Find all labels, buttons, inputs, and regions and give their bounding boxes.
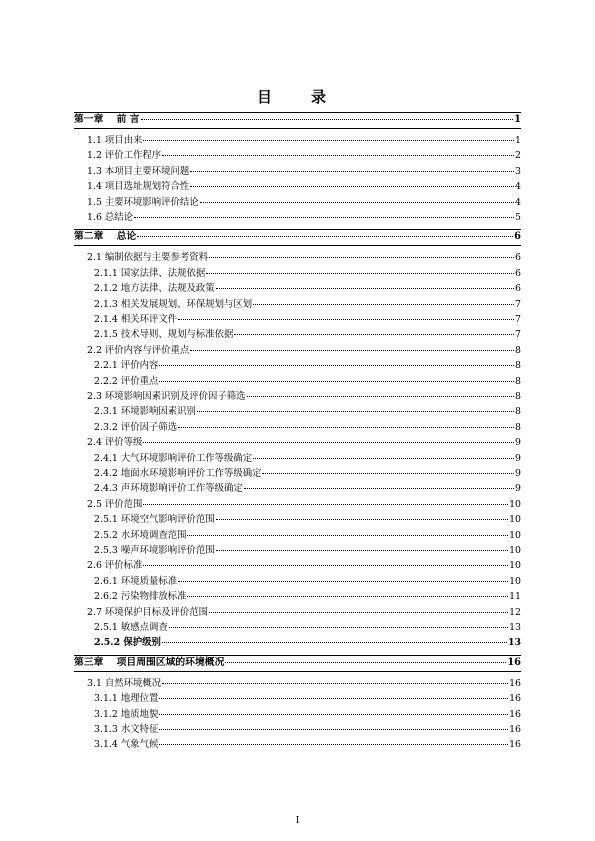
toc-entry-label: 2.2.1 评价内容 (94, 360, 159, 372)
toc-entry[interactable] (94, 591, 521, 603)
dot-leader (143, 140, 514, 141)
dot-leader (143, 442, 514, 443)
toc-entry-label: 1.1 项目由来 (87, 135, 143, 146)
toc-entry-page: 6 (515, 283, 521, 295)
toc-entry-page: 9 (515, 452, 521, 464)
toc-entry-page: 6 (515, 252, 521, 264)
toc-entry-page: 10 (509, 545, 521, 556)
toc-entry-label: 2.4.1 大气环境影响评价工作等级确定 (94, 452, 253, 464)
toc-entry-label: 2.6.2 污染物排放标准 (94, 591, 187, 603)
chapter-rule (74, 655, 521, 656)
toc-entry[interactable] (87, 345, 521, 357)
toc-entry[interactable] (94, 329, 521, 341)
toc-entry-label: 2.3.1 环境影响因素识别 (94, 406, 196, 418)
toc-entry-page: 7 (515, 314, 521, 325)
dot-leader (134, 217, 514, 218)
toc-entry-label: 第二章 总论 (74, 231, 137, 243)
dot-leader (206, 273, 514, 274)
toc-entry[interactable] (94, 637, 521, 649)
toc-entry[interactable] (94, 514, 521, 526)
toc-entry-page: 4 (515, 181, 521, 193)
toc-entry-label: 2.3.2 评价因子筛选 (94, 421, 178, 433)
dot-leader (216, 519, 508, 520)
dot-leader (234, 334, 514, 335)
toc-entry-label: 2.6 评价标准 (87, 560, 143, 572)
toc-entry-label: 1.5 主要环境影响评价结论 (87, 196, 199, 208)
toc-entry-page: 5 (515, 212, 521, 223)
toc-entry-page: 13 (509, 622, 521, 633)
toc-entry-label: 3.1.1 地理位置 (94, 693, 159, 705)
toc-entry[interactable] (87, 150, 521, 162)
toc-entry-page: 9 (515, 483, 521, 495)
toc-entry[interactable] (87, 197, 521, 209)
toc-entry-label: 2.5.2 水环境调查范围 (94, 529, 187, 541)
toc-entry-page: 3 (515, 165, 521, 177)
toc-entry[interactable] (87, 135, 521, 147)
dot-leader (187, 535, 508, 536)
toc-entry-page: 9 (515, 468, 521, 479)
toc-entry[interactable] (94, 376, 521, 388)
dot-leader (209, 257, 514, 258)
toc-entry-page: 8 (515, 344, 521, 356)
dot-leader (187, 596, 508, 597)
chapter-rule (74, 245, 521, 246)
toc-entry-label: 2.4.2 地面水环境影响评价工作等级确定 (94, 468, 262, 479)
toc-entry-label: 1.3 本项目主要环境问题 (87, 165, 190, 177)
dot-leader (143, 504, 508, 505)
toc-entry-page: 16 (509, 708, 521, 720)
toc-entry-page: 16 (507, 656, 521, 668)
toc-entry-label: 2.1.1 国家法律、法规依据 (94, 267, 206, 279)
toc-entry-page: 16 (509, 739, 521, 751)
toc-entry[interactable] (94, 360, 521, 372)
dot-leader (262, 473, 514, 474)
toc-entry-page: 7 (515, 298, 521, 310)
dot-leader (178, 427, 514, 428)
toc-entry-page: 10 (509, 560, 521, 572)
toc-entry[interactable] (94, 622, 521, 634)
toc-chapter-entry[interactable] (74, 231, 521, 243)
dot-leader (190, 350, 514, 351)
dot-leader (253, 458, 514, 459)
chapter-rule (74, 112, 521, 113)
toc-entry-page: 10 (509, 514, 521, 526)
dot-leader (190, 171, 514, 172)
toc-entry[interactable] (87, 391, 521, 403)
toc-entry-page: 6 (514, 231, 521, 243)
toc-entry-page: 12 (509, 606, 521, 618)
toc-entry[interactable] (94, 422, 521, 434)
toc-entry-page: 11 (509, 591, 521, 603)
page-title: 目 录 (256, 88, 338, 106)
toc-chapter-entry[interactable] (74, 657, 521, 669)
toc-entry-page: 1 (515, 135, 521, 146)
toc-entry[interactable] (87, 166, 521, 178)
toc-entry-label: 第一章 前 言 (74, 114, 140, 125)
toc-entry-label: 3.1.4 气象气候 (94, 739, 159, 751)
toc-entry-label: 2.4.3 声环境影响评价工作等级确定 (94, 483, 243, 495)
dot-leader (159, 381, 514, 382)
toc-entry[interactable] (94, 283, 521, 295)
toc-entry[interactable] (94, 314, 521, 326)
toc-entry-label: 2.6.1 环境质量标准 (94, 575, 178, 587)
dot-leader (209, 612, 508, 613)
toc-entry-label: 3.1.3 水文特征 (94, 724, 159, 735)
toc-entry-page: 16 (509, 724, 521, 735)
toc-entry-label: 3.1.2 地质地貌 (94, 708, 159, 720)
dot-leader (253, 304, 514, 305)
toc-entry-page: 16 (509, 677, 521, 689)
toc-entry[interactable] (94, 268, 521, 280)
toc-entry-label: 3.1 自然环境概况 (87, 677, 162, 689)
toc-entry-page: 8 (515, 360, 521, 372)
toc-entry-label: 2.5.1 环境空气影响评价范围 (94, 514, 215, 526)
toc-entry-label: 2.5.1 敏感点调查 (94, 622, 168, 633)
toc-entry-page: 13 (507, 637, 521, 649)
dot-leader (162, 683, 508, 684)
toc-entry-label: 2.2 评价内容与评价重点 (87, 344, 190, 356)
toc-entry[interactable] (87, 437, 521, 449)
toc-entry[interactable] (94, 530, 521, 542)
toc-entry-label: 2.3 环境影响因素识别及评价因子筛选 (87, 391, 246, 402)
toc-entry-page: 8 (515, 391, 521, 402)
toc-entry-page: 8 (515, 406, 521, 418)
dot-leader (159, 365, 514, 366)
toc-entry-label: 2.2.2 评价重点 (94, 375, 159, 387)
toc-entry[interactable] (94, 468, 521, 480)
toc-entry[interactable] (87, 607, 521, 619)
dot-leader (141, 119, 514, 120)
toc-entry[interactable] (94, 406, 521, 418)
toc-entry-page: 9 (515, 437, 521, 449)
toc-entry-label: 2.5.3 噪声环境影响评价范围 (94, 545, 215, 556)
toc-entry-page: 16 (509, 693, 521, 705)
dot-leader (225, 662, 506, 663)
toc-entry[interactable] (94, 739, 521, 751)
chapter-rule (74, 671, 521, 672)
toc-entry-page: 10 (509, 529, 521, 541)
dot-leader (178, 581, 508, 582)
toc-entry[interactable] (94, 693, 521, 705)
dot-leader (143, 565, 508, 566)
toc-entry-page: 7 (515, 329, 521, 341)
dot-leader (159, 729, 508, 730)
dot-leader (162, 155, 514, 156)
toc-entry-label: 2.5.2 保护级别 (94, 637, 161, 649)
toc-chapter-entry[interactable] (74, 114, 521, 126)
page-number: I (295, 816, 300, 826)
toc-entry-label: 第三章 项目周围区域的环境概况 (74, 656, 225, 668)
toc-entry-label: 1.2 评价工作程序 (87, 150, 162, 162)
toc-entry-label: 1.6 总结论 (87, 212, 134, 223)
dot-leader (247, 396, 515, 397)
toc-entry[interactable] (87, 499, 521, 511)
toc-entry-label: 2.1 编制依据与主要参考资料 (87, 252, 209, 264)
toc-entry-page: 4 (515, 196, 521, 208)
dot-leader (197, 411, 514, 412)
toc-entry-page: 1 (514, 114, 521, 125)
toc-entry[interactable] (87, 678, 521, 690)
dot-leader (216, 550, 508, 551)
dot-leader (190, 186, 514, 187)
toc-entry[interactable] (87, 252, 521, 264)
dot-leader (159, 698, 508, 699)
toc-entry-label: 2.1.5 技术导则、规划与标准依据 (94, 329, 234, 341)
toc-entry[interactable] (94, 576, 521, 588)
toc-entry-label: 2.4 评价等级 (87, 437, 143, 449)
toc-entry-page: 10 (509, 498, 521, 510)
dot-leader (178, 319, 514, 320)
toc-entry-page: 10 (509, 575, 521, 587)
toc-entry[interactable] (94, 483, 521, 495)
toc-entry[interactable] (94, 453, 521, 465)
toc-entry-label: 2.1.2 地方法律、法规及政策 (94, 283, 215, 295)
chapter-rule (74, 128, 521, 129)
toc-entry[interactable] (94, 709, 521, 721)
dot-leader (159, 714, 508, 715)
dot-leader (137, 236, 513, 237)
toc-entry-label: 2.7 环境保护目标及评价范围 (87, 606, 209, 618)
toc-entry[interactable] (87, 212, 521, 224)
toc-entry[interactable] (94, 299, 521, 311)
toc-entry-label: 1.4 项目选址规划符合性 (87, 181, 190, 193)
toc-entry[interactable] (94, 724, 521, 736)
toc-entry-label: 2.1.3 相关发展规划、环保规划与区划 (94, 298, 253, 310)
dot-leader (159, 744, 508, 745)
toc-entry[interactable] (94, 545, 521, 557)
toc-entry[interactable] (87, 181, 521, 193)
toc-entry-page: 8 (515, 421, 521, 433)
dot-leader (200, 202, 514, 203)
toc-entry-label: 2.1.4 相关环评文件 (94, 314, 178, 325)
toc-entry-label: 2.5 评价范围 (87, 498, 143, 510)
dot-leader (162, 642, 507, 643)
chapter-rule (74, 229, 521, 230)
toc-entry[interactable] (87, 560, 521, 572)
toc-entry-page: 2 (515, 150, 521, 162)
dot-leader (216, 288, 514, 289)
dot-leader (169, 627, 508, 628)
toc-entry-page: 8 (515, 375, 521, 387)
toc-entry-page: 6 (515, 267, 521, 279)
dot-leader (244, 488, 514, 489)
